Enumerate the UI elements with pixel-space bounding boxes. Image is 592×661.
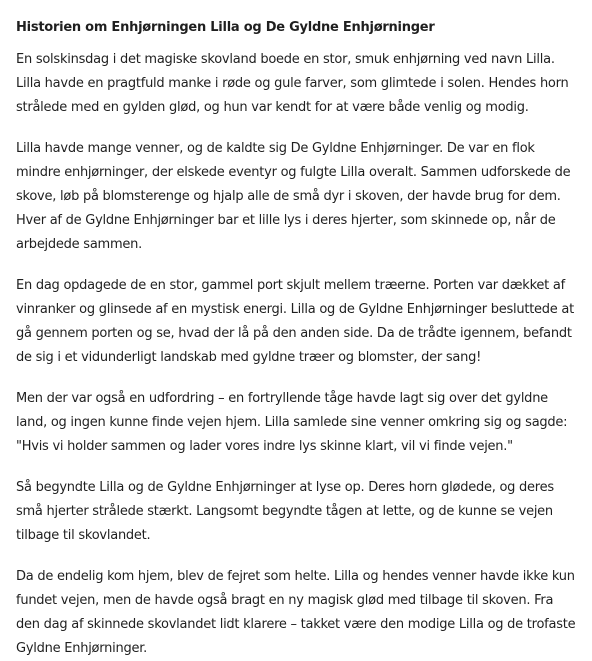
story-paragraph-1: En solskinsdag i det magiske skovland boede en stor, smuk enhjørning ved navn Lilla. Lilla havde en pragtfuld manke i røde og gule farver, som glimtede i solen. Hendes horn strålede med en gylden glød, og hun var kendt for at være både venlig og modig.	[16, 52, 569, 115]
story-paragraph-2: Lilla havde mange venner, og de kaldte sig De Gyldne Enhjørninger. De var en flok mindre enhjørninger, der elskede eventyr og fulgte Lilla overalt. Sammen udforskede de skove, løb på blomsterenge og hjalp alle de små dyr i skoven, der havde brug for dem. Hver af de Gyldne Enhjørninger bar et lille lys i deres hjerter, som skinnede op, når de arbejdede sammen.	[16, 141, 571, 252]
story-paragraph-5: Så begyndte Lilla og de Gyldne Enhjørninger at lyse op. Deres horn glødede, og deres små hjerter strålede stærkt. Langsomt begyndte tågen at lette, og de kunne se vejen tilbage til skovlandet.	[16, 480, 554, 543]
story-paragraph-6: Da de endelig kom hjem, blev de fejret som helte. Lilla og hendes venner havde ikke kun fundet vejen, men de havde også bragt en ny magisk glød med tilbage til skoven. Fra den dag af skinnede skovlandet lidt klarere – takket være den modige Lilla og de trofaste Gyldne Enhjørninger.	[16, 569, 576, 656]
story-paragraph-4: Men der var også en udfordring – en fortryllende tåge havde lagt sig over det gyldne land, og ingen kunne finde vejen hjem. Lilla samlede sine venner omkring sig og sagde: "Hvis vi holder sammen og lader vores indre lys skinne klart, vil vi finde vejen."	[16, 391, 568, 454]
story-paragraph-3: En dag opdagede de en stor, gammel port skjult mellem træerne. Porten var dækket af vinranker og glinsede af en mystisk energi. Lilla og de Gyldne Enhjørninger besluttede at gå gennem porten og se, hvad der lå på den anden side. Da de trådte igennem, befandt de sig i et vidunderligt landskab med gyldne træer og blomster, der sang!	[16, 278, 574, 365]
story-title: Historien om Enhjørningen Lilla og De Gyldne Enhjørninger	[16, 20, 435, 35]
